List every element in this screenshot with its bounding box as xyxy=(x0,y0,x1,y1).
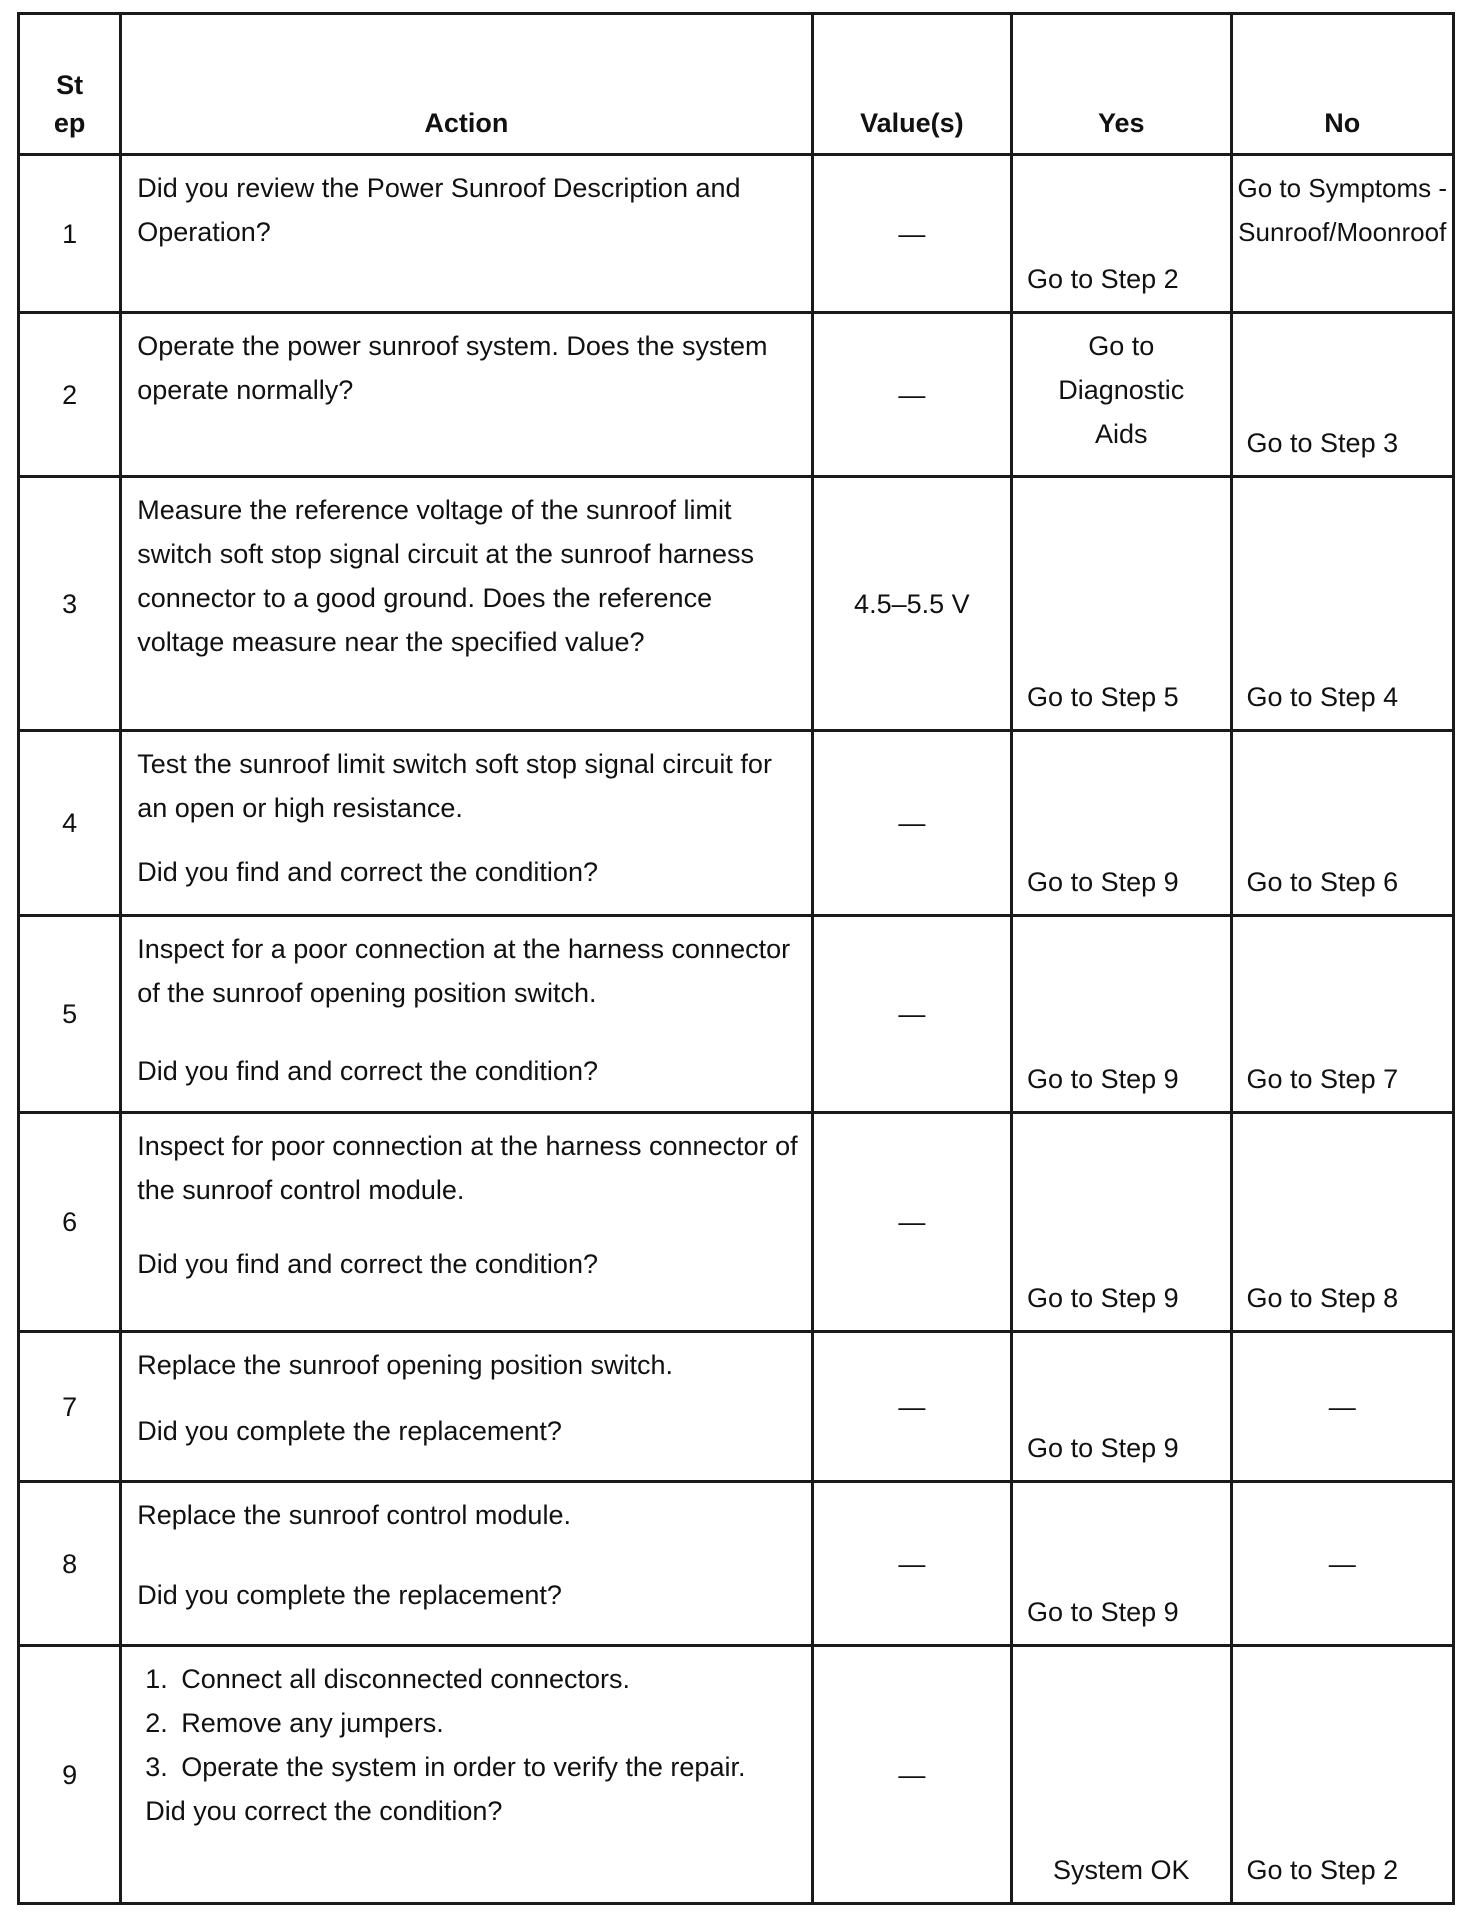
header-no: No xyxy=(1231,14,1454,155)
action-text: Test the sunroof limit switch soft stop signal circuit for an open or high resistance. xyxy=(137,749,772,823)
action-cell xyxy=(121,916,812,1113)
no-cell xyxy=(1231,155,1454,313)
yes-text: Go to Step 9 xyxy=(1027,867,1179,897)
action-text: Replace the sunroof opening position switch. xyxy=(137,1350,674,1380)
no-cell xyxy=(1231,731,1454,916)
action-cell xyxy=(121,155,812,313)
action-cell xyxy=(121,313,812,477)
instruction-list xyxy=(137,1657,800,1789)
no-cell: — xyxy=(1231,1482,1454,1646)
action-question: Did you find and correct the condition? xyxy=(137,1056,598,1086)
no-text: Go to Step 7 xyxy=(1246,1064,1399,1094)
action-cell xyxy=(121,1113,812,1332)
action-question: Did you correct the condition? xyxy=(145,1796,503,1826)
table-row xyxy=(19,313,1454,477)
no-cell xyxy=(1231,313,1454,477)
step-number: 2 xyxy=(19,313,121,477)
step-number: 9 xyxy=(19,1646,121,1904)
no-cell xyxy=(1231,477,1454,731)
yes-cell xyxy=(1012,1113,1231,1332)
no-text: Go to Symptoms - Sunroof/Moonroof xyxy=(1237,173,1447,247)
action-text: Operate the power sunroof system. Does the system operate normally? xyxy=(137,331,768,405)
value-cell: — xyxy=(812,1113,1011,1332)
yes-cell xyxy=(1012,1482,1231,1646)
value-cell: — xyxy=(812,731,1011,916)
yes-cell xyxy=(1012,916,1231,1113)
yes-cell xyxy=(1012,731,1231,916)
action-question: Did you complete the replacement? xyxy=(137,1416,562,1446)
no-text: Go to Step 4 xyxy=(1246,682,1399,712)
yes-cell xyxy=(1012,1332,1231,1482)
step-number: 4 xyxy=(19,731,121,916)
header-yes: Yes xyxy=(1012,14,1231,155)
no-text: Go to Step 3 xyxy=(1246,428,1399,458)
action-text: Measure the reference voltage of the sunroof limit switch soft stop signal circuit at the sunroof harness connector to a good ground. Does the reference voltage measure near the specified value? xyxy=(137,495,754,657)
action-cell xyxy=(121,1332,812,1482)
no-text: Go to Step 6 xyxy=(1246,867,1399,897)
step-number: 6 xyxy=(19,1113,121,1332)
table-row xyxy=(19,1482,1454,1646)
step-number: 1 xyxy=(19,155,121,313)
table-row xyxy=(19,1332,1454,1482)
yes-cell xyxy=(1012,1646,1231,1904)
action-text: Did you review the Power Sunroof Description and Operation? xyxy=(137,173,741,247)
action-cell xyxy=(121,477,812,731)
yes-text: Go to Step 9 xyxy=(1027,1283,1179,1313)
list-item: 1. Connect all disconnected connectors. xyxy=(145,1664,630,1694)
no-text: Go to Step 8 xyxy=(1246,1283,1399,1313)
yes-text: Go to Step 2 xyxy=(1027,264,1179,294)
action-question: Did you find and correct the condition? xyxy=(137,1249,598,1279)
step-number: 7 xyxy=(19,1332,121,1482)
header-action: Action xyxy=(121,14,812,155)
yes-cell xyxy=(1012,313,1231,477)
yes-text: Go to Diagnostic Aids xyxy=(1058,331,1185,449)
yes-text: Go to Step 9 xyxy=(1027,1433,1179,1463)
step-number: 8 xyxy=(19,1482,121,1646)
step-number: 3 xyxy=(19,477,121,731)
yes-cell xyxy=(1012,155,1231,313)
header-step: St ep xyxy=(19,14,121,155)
table-row xyxy=(19,1113,1454,1332)
yes-cell xyxy=(1012,477,1231,731)
yes-text: Go to Step 9 xyxy=(1027,1064,1179,1094)
value-cell: 4.5–5.5 V xyxy=(812,477,1011,731)
action-cell xyxy=(121,1646,812,1904)
table-row xyxy=(19,477,1454,731)
diagnostic-document xyxy=(17,12,1455,1905)
header-value: Value(s) xyxy=(812,14,1011,155)
value-cell: — xyxy=(812,1646,1011,1904)
header-row xyxy=(19,14,1454,155)
table-row xyxy=(19,731,1454,916)
action-cell xyxy=(121,731,812,916)
list-item: 3. Operate the system in order to verify the repair. xyxy=(145,1752,746,1782)
yes-text: Go to Step 9 xyxy=(1027,1597,1179,1627)
action-cell xyxy=(121,1482,812,1646)
value-cell: — xyxy=(812,1332,1011,1482)
action-question: Did you complete the replacement? xyxy=(137,1580,562,1610)
no-cell xyxy=(1231,916,1454,1113)
step-number: 5 xyxy=(19,916,121,1113)
action-text: Inspect for poor connection at the harness connector of the sunroof control module. xyxy=(137,1131,798,1205)
no-cell: — xyxy=(1231,1332,1454,1482)
no-cell xyxy=(1231,1646,1454,1904)
yes-text: System OK xyxy=(1053,1855,1190,1885)
value-cell: — xyxy=(812,313,1011,477)
table-row xyxy=(19,1646,1454,1904)
table-row xyxy=(19,916,1454,1113)
action-question: Did you find and correct the condition? xyxy=(137,857,598,887)
no-cell xyxy=(1231,1113,1454,1332)
value-cell: — xyxy=(812,1482,1011,1646)
value-cell: — xyxy=(812,916,1011,1113)
action-text: Replace the sunroof control module. xyxy=(137,1500,571,1530)
no-text: Go to Step 2 xyxy=(1246,1855,1399,1885)
table-row xyxy=(19,155,1454,313)
diagnostic-table xyxy=(17,12,1455,1905)
yes-text: Go to Step 5 xyxy=(1027,682,1179,712)
list-item: 2. Remove any jumpers. xyxy=(145,1708,444,1738)
value-cell: — xyxy=(812,155,1011,313)
action-text: Inspect for a poor connection at the harness connector of the sunroof opening position switch. xyxy=(137,934,791,1008)
